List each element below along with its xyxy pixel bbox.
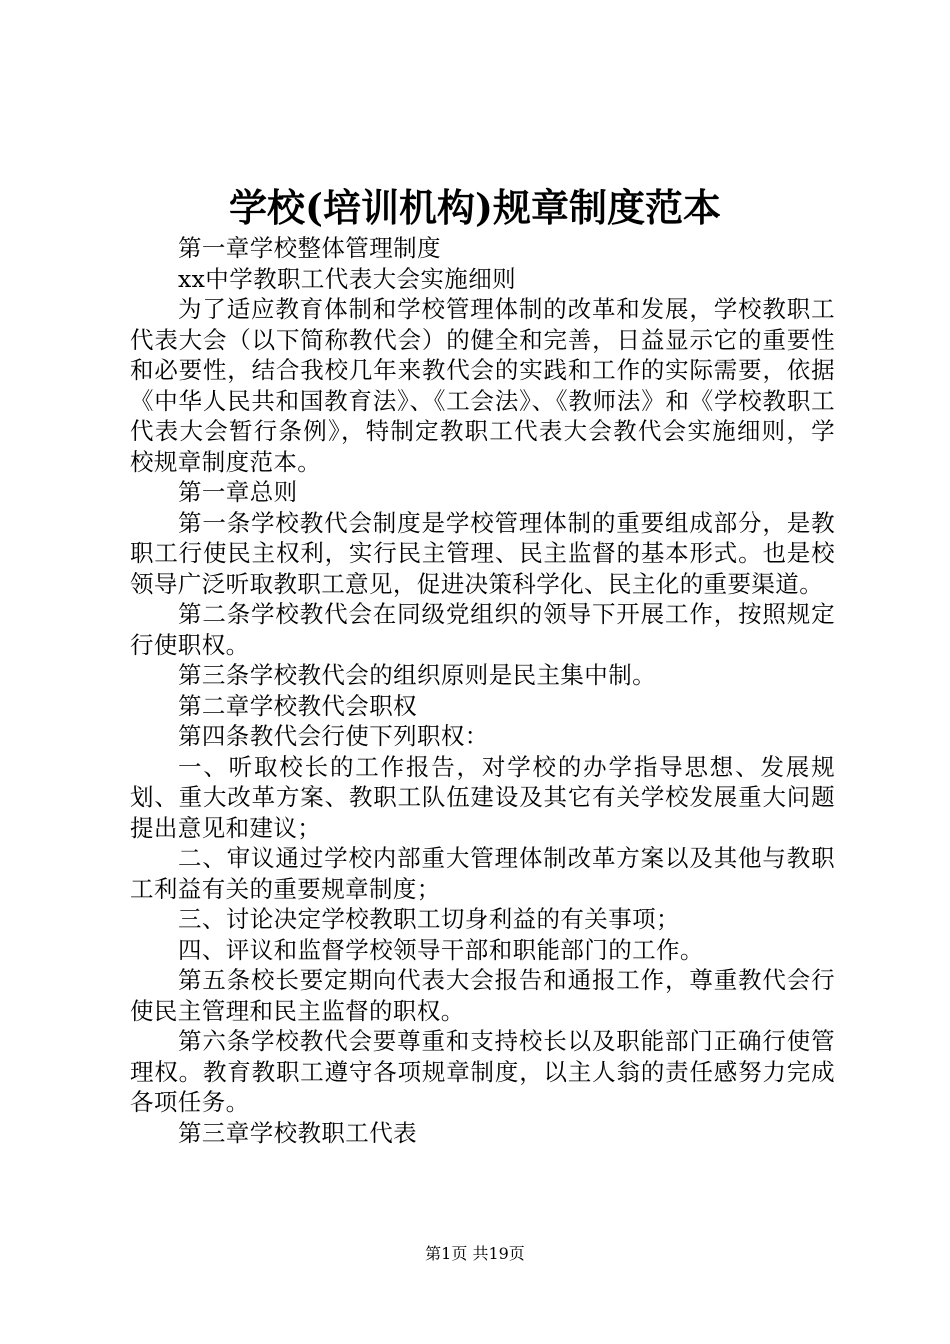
paragraph: 三、讨论决定学校教职工切身利益的有关事项；: [178, 905, 680, 933]
document-body: [130, 233, 835, 1148]
paragraph: 第四条教代会行使下列职权：: [178, 722, 489, 750]
paragraph: 四、评议和监督学校领导干部和职能部门的工作。: [178, 935, 704, 964]
paragraph: 第三条学校教代会的组织原则是民主集中制。: [178, 661, 656, 689]
paragraph: 第五条校长要定期向代表大会报告和通报工作，尊重教代会行使民主管理和民主监督的职权。: [130, 966, 835, 1025]
paragraph: 第一章学校整体管理制度: [178, 234, 441, 262]
paragraph: 第二章学校教代会职权: [178, 691, 417, 720]
paragraph: xx中学教职工代表大会实施细则: [178, 264, 517, 293]
paragraph: 第二条学校教代会在同级党组织的领导下开展工作，按照规定行使职权。: [130, 600, 835, 659]
paragraph: 一、听取校长的工作报告，对学校的办学指导思想、发展规划、重大改革方案、教职工队伍建设及其它有关学校发展重大问题提出意见和建议；: [130, 752, 835, 842]
paragraph: 第六条学校教代会要尊重和支持校长以及职能部门正确行使管理权。教育教职工遵守各项规章制度，以主人翁的责任感努力完成各项任务。: [130, 1027, 835, 1116]
page-footer: 第1页 共19页: [425, 1244, 525, 1263]
document-title: 学校(培训机构)规章制度范本: [229, 185, 721, 230]
paragraph: 第一条学校教代会制度是学校管理体制的重要组成部分，是教职工行使民主权利，实行民主管理、民主监督的基本形式。也是校领导广泛听取教职工意见，促进决策科学化、民主化的重要渠道。: [130, 508, 835, 598]
paragraph: 第一章总则: [178, 478, 298, 506]
paragraph: 二、审议通过学校内部重大管理体制改革方案以及其他与教职工利益有关的重要规章制度；: [130, 844, 835, 903]
paragraph: 为了适应教育体制和学校管理体制的改革和发展，学校教职工代表大会（以下简称教代会）的健全和完善，日益显示它的重要性和必要性，结合我校几年来教代会的实践和工作的实际需要，依据《中华人民共和国教育法》、《工会法》、《教师法》和《学校教职工代表大会暂行条例》，特制定教职工代表大会教代会实施细则，学校规章制度范本。: [130, 295, 835, 476]
paragraph: 第三章学校教职工代表: [178, 1118, 417, 1147]
